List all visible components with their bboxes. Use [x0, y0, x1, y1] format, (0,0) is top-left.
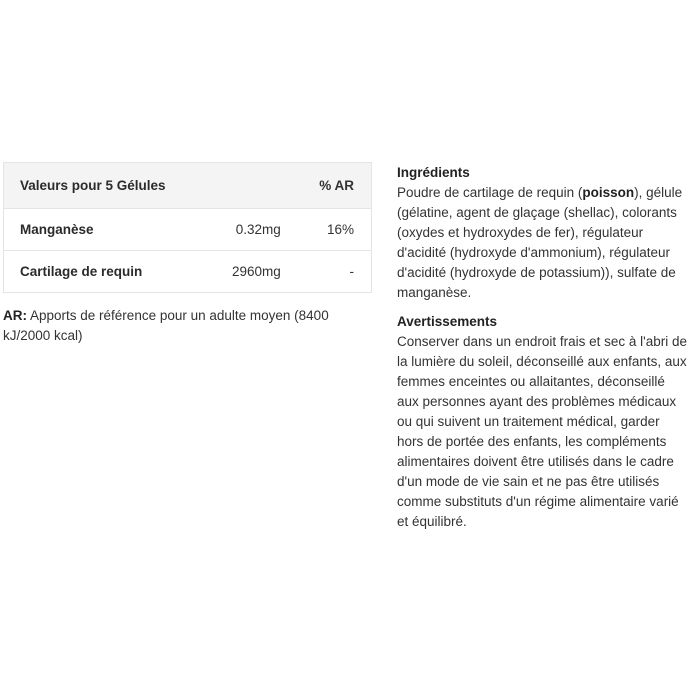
nutrition-table-header [4, 163, 372, 209]
row-ar: 16% [281, 209, 372, 251]
header-ar: % AR [319, 178, 354, 193]
allergen-highlight: poisson [582, 185, 635, 200]
table-row [4, 251, 372, 293]
header-name: Valeurs pour 5 Gélules [20, 178, 166, 193]
header-amount [199, 163, 281, 209]
nutrition-table [3, 162, 372, 293]
table-row [4, 209, 372, 251]
ingredients-text-before: Poudre de cartilage de requin ( [397, 185, 583, 200]
product-details [397, 163, 687, 532]
warnings-section [397, 312, 687, 532]
warnings-title: Avertissements [397, 314, 498, 329]
row-amount: 2960mg [199, 251, 281, 293]
ingredients-section [397, 163, 687, 303]
row-amount: 0.32mg [199, 209, 281, 251]
ar-footnote-label: AR: [3, 308, 27, 323]
ingredients-title: Ingrédients [397, 165, 470, 180]
ar-footnote [3, 306, 353, 346]
warnings-text: Conserver dans un endroit frais et sec à l'abri de la lumière du soleil, déconseillé aux enfants, aux femmes enceintes ou allaitantes, déconseillé aux personnes ayant des problèmes médicaux ou qui suivent un traitement médical, garder hors de portée des enfants, les compléments alimentaires doivent être utilisés dans le cadre d'un mode de vie sain et ne pas être utilisés comme substituts d'un régime alimentaire varié et équilibré. [397, 334, 687, 529]
row-ar: - [281, 251, 372, 293]
ingredients-text [397, 183, 687, 303]
ar-footnote-text: Apports de référence pour un adulte moyen (8400 kJ/2000 kcal) [3, 308, 329, 343]
ingredients-text-after: ), gélule (gélatine, agent de glaçage (shellac), colorants (oxydes et hydroxydes de fer), régulateur d'acidité (hydroxyde d'ammonium), régulateur d'acidité (hydroxyde de potassium)), sulfate de manganèse. [397, 185, 683, 300]
row-name: Cartilage de requin [4, 251, 200, 293]
row-name: Manganèse [4, 209, 200, 251]
